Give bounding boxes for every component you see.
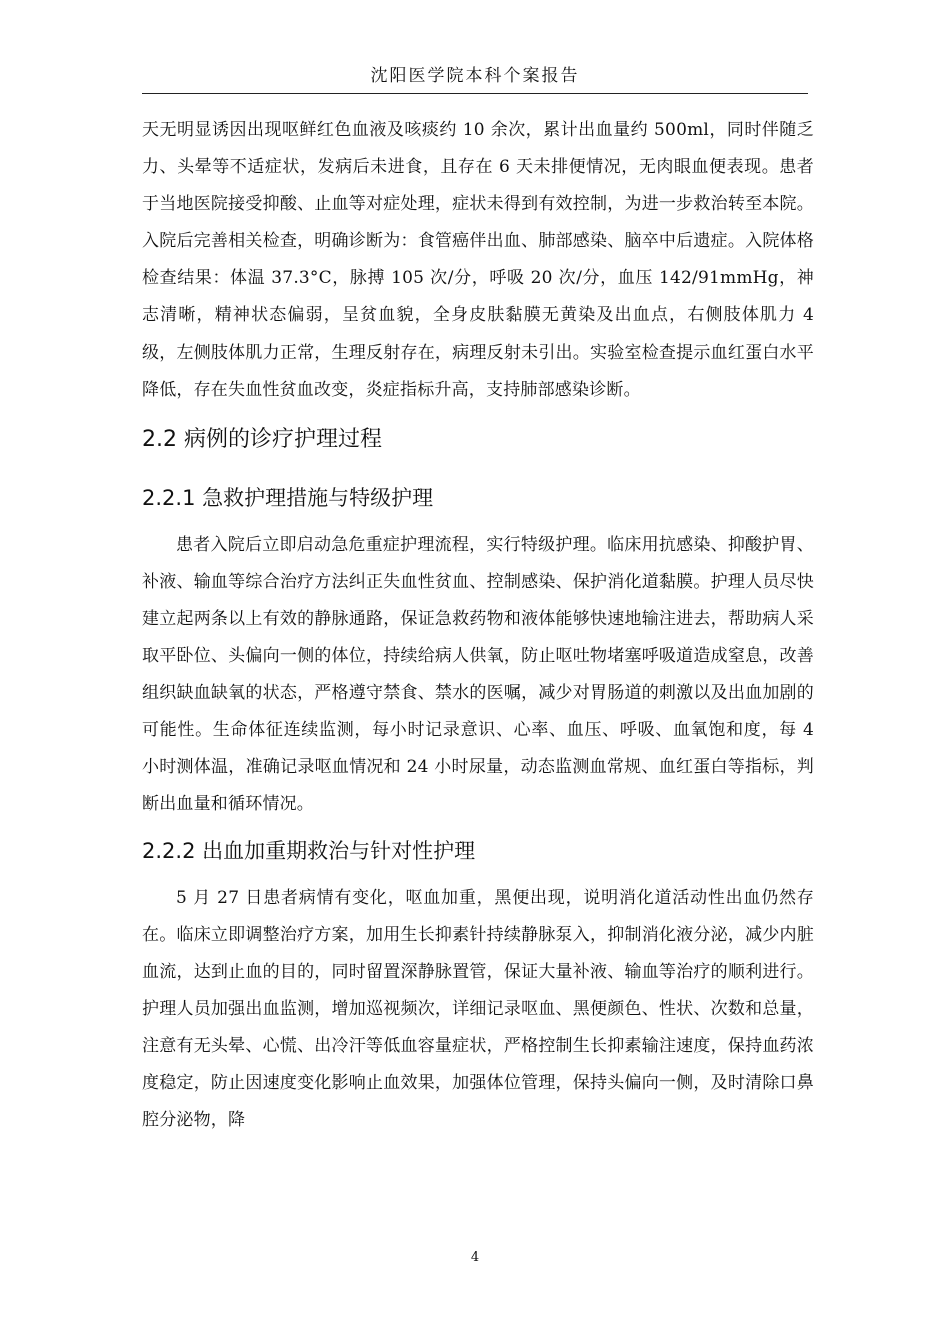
header-rule — [142, 93, 808, 94]
page-content — [142, 112, 814, 1139]
paragraph-case-history: 天无明显诱因出现呕鲜红色血液及咳痰约 10 余次，累计出血量约 500ml，同时伴随乏力、头晕等不适症状，发病后未进食，且存在 6 天未排便情况，无肉眼血便表现。患者于当地医院接受抑酸、止血等对症处理，症状未得到有效控制，为进一步救治转至本院。入院后完善相关检查，明确诊断为：食管癌伴出血、肺部感染、脑卒中后遗症。入院体格检查结果：体温 37.3°C，脉搏 105 次/分，呼吸 20 次/分，血压 142/91mmHg，神志清晰，精神状态偏弱，呈贫血貌，全身皮肤黏膜无黄染及出血点，右侧肢体肌力 4 级，左侧肢体肌力正常，生理反射存在，病理反射未引出。实验室检查提示血红蛋白水平降低，存在失血性贫血改变，炎症指标升高，支持肺部感染诊断。 — [142, 120, 814, 400]
section-heading-2-2: 2.2 病例的诊疗护理过程 — [142, 426, 382, 452]
paragraph-emergency-care: 患者入院后立即启动急危重症护理流程，实行特级护理。临床用抗感染、抑酸护胃、补液、输血等综合治疗方法纠正失血性贫血、控制感染、保护消化道黏膜。护理人员尽快建立起两条以上有效的静脉通路，保证急救药物和液体能够快速地输注进去，帮助病人采取平卧位、头偏向一侧的体位，持续给病人供氧，防止呕吐物堵塞呼吸道造成窒息，改善组织缺血缺氧的状态，严格遵守禁食、禁水的医嘱，减少对胃肠道的刺激以及出血加剧的可能性。生命体征连续监测，每小时记录意识、心率、血压、呼吸、血氧饱和度，每 4 小时测体温，准确记录呕血情况和 24 小时尿量，动态监测血常规、血红蛋白等指标，判断出血量和循环情况。 — [142, 534, 814, 815]
subsection-heading-2-2-2: 2.2.2 出血加重期救治与针对性护理 — [142, 838, 476, 863]
subsection-heading-2-2-1: 2.2.1 急救护理措施与特级护理 — [142, 485, 434, 510]
running-header: 沈阳医学院本科个案报告 — [370, 66, 580, 86]
paragraph-bleeding-care: 5 月 27 日患者病情有变化，呕血加重，黑便出现，说明消化道活动性出血仍然存在。临床立即调整治疗方案，加用生长抑素针持续静脉泵入，抑制消化液分泌，减少内脏血流，达到止血的目的，同时留置深静脉置管，保证大量补液、输血等治疗的顺利进行。护理人员加强出血监测，增加巡视频次，详细记录呕血、黑便颜色、性状、次数和总量，注意有无头晕、心慌、出冷汗等低血容量症状，严格控制生长抑素输注速度，保持血药浓度稳定，防止因速度变化影响止血效果，加强体位管理，保持头偏向一侧，及时清除口鼻腔分泌物，降 — [142, 887, 814, 1131]
page-number: 4 — [470, 1250, 480, 1265]
